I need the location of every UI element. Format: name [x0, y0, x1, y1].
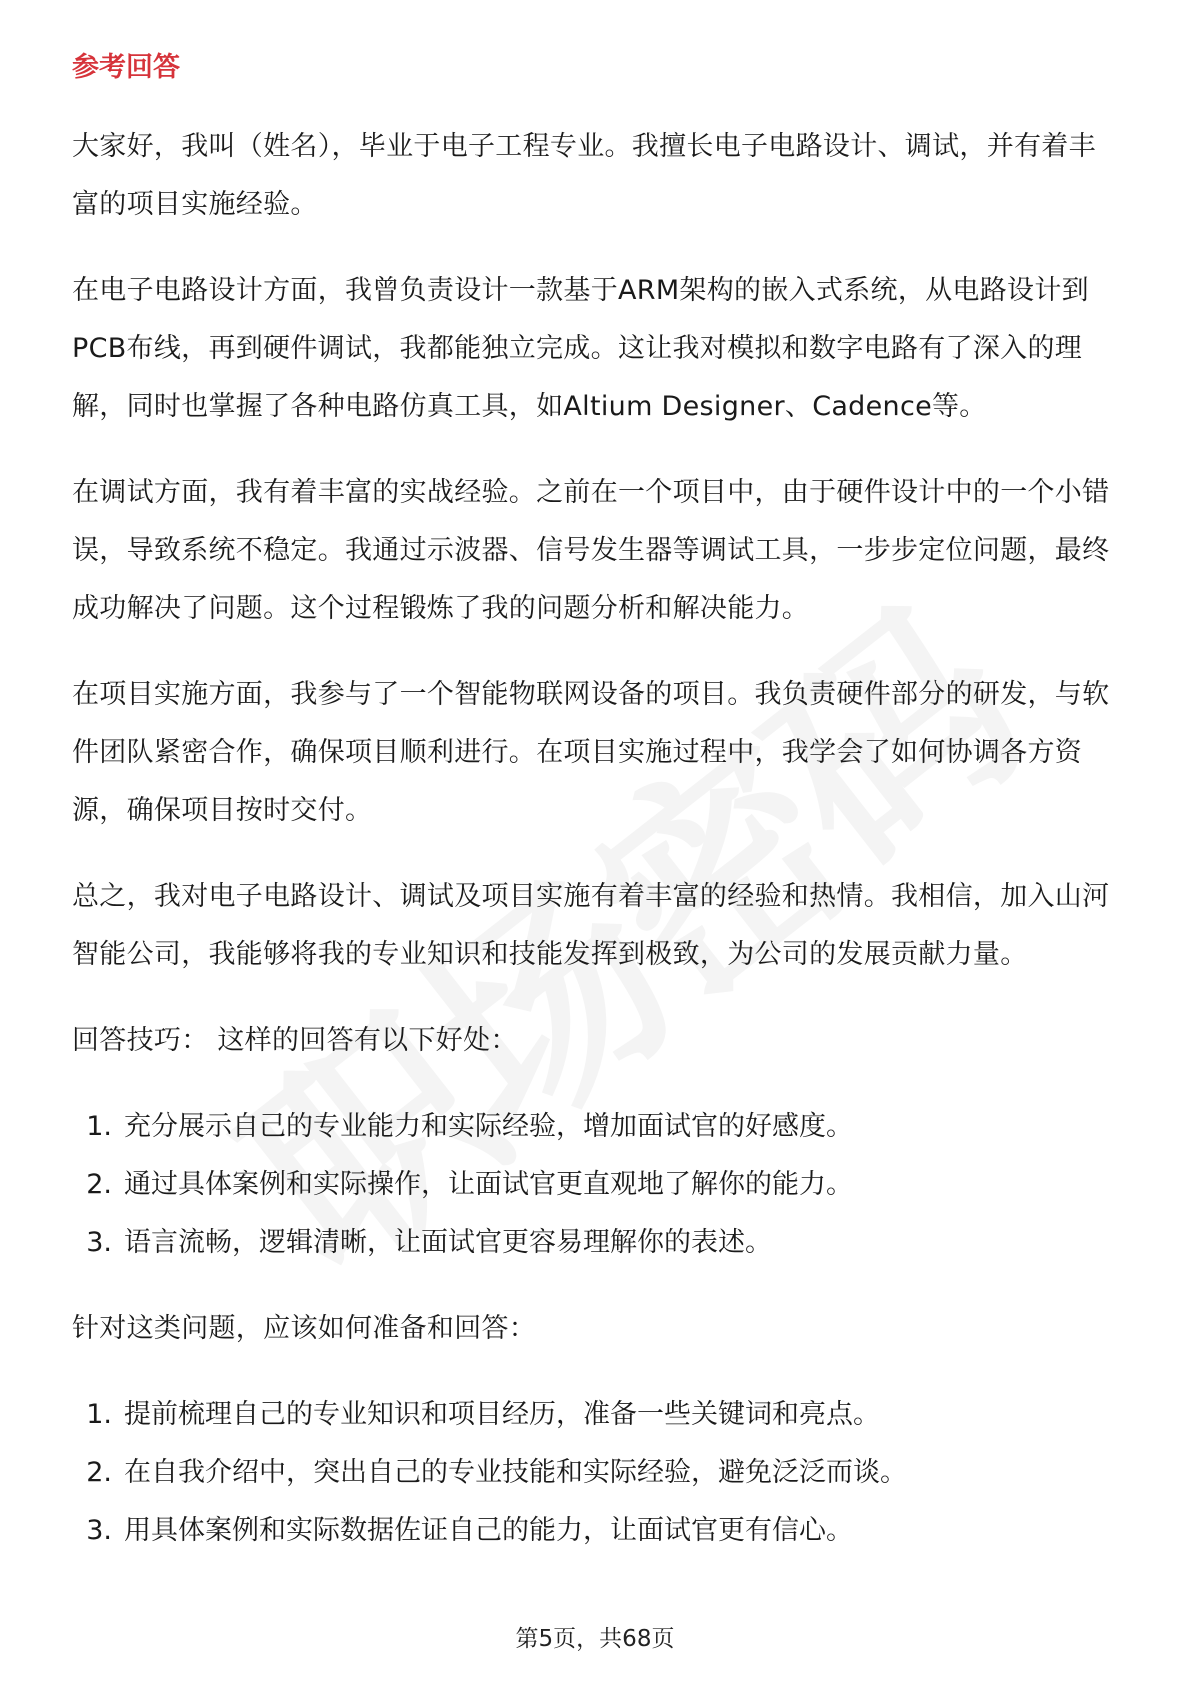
- list-item: [72, 1444, 1122, 1502]
- list-text: 通过具体案例和实际操作，让面试官更直观地了解你的能力。: [124, 1169, 853, 1200]
- list-number: 3.: [86, 1515, 112, 1546]
- paragraph-circuit-design: 在电子电路设计方面，我曾负责设计一款基于ARM架构的嵌入式系统，从电路设计到PCB布线，再到硬件调试，我都能独立完成。这让我对模拟和数字电路有了深入的理解，同时也掌握了各种电路仿真工具，如Altium Designer、Cadence等。: [72, 275, 1089, 422]
- document-body: [72, 48, 1122, 1588]
- list-number: 1.: [86, 1399, 112, 1430]
- list-number: 2.: [86, 1457, 112, 1488]
- list-number: 3.: [86, 1227, 112, 1258]
- page-number: 第5页，共68页: [515, 1626, 675, 1652]
- list-number: 2.: [86, 1169, 112, 1200]
- list-text: 提前梳理自己的专业知识和项目经历，准备一些关键词和亮点。: [124, 1399, 880, 1430]
- list-item: [72, 1098, 1122, 1156]
- prep-list: [72, 1386, 1122, 1560]
- paragraph-summary: 总之，我对电子电路设计、调试及项目实施有着丰富的经验和热情。我相信，加入山河智能公司，我能够将我的专业知识和技能发挥到极致，为公司的发展贡献力量。: [72, 881, 1110, 970]
- section-heading: 参考回答: [72, 52, 180, 83]
- tips-list: [72, 1098, 1122, 1272]
- list-item: [72, 1502, 1122, 1560]
- list-text: 在自我介绍中，突出自己的专业技能和实际经验，避免泛泛而谈。: [124, 1457, 907, 1488]
- list-number: 1.: [86, 1111, 112, 1142]
- list-item: [72, 1156, 1122, 1214]
- list-text: 用具体案例和实际数据佐证自己的能力，让面试官更有信心。: [124, 1515, 853, 1546]
- list-text: 语言流畅，逻辑清晰，让面试官更容易理解你的表述。: [124, 1227, 772, 1258]
- list-text: 充分展示自己的专业能力和实际经验，增加面试官的好感度。: [124, 1111, 853, 1142]
- prep-intro: 针对这类问题，应该如何准备和回答：: [72, 1313, 537, 1344]
- tips-intro: 回答技巧： 这样的回答有以下好处：: [72, 1025, 518, 1056]
- list-item: [72, 1214, 1122, 1272]
- paragraph-project: 在项目实施方面，我参与了一个智能物联网设备的项目。我负责硬件部分的研发，与软件团队紧密合作，确保项目顺利进行。在项目实施过程中，我学会了如何协调各方资源，确保项目按时交付。: [72, 679, 1110, 826]
- paragraph-debugging: 在调试方面，我有着丰富的实战经验。之前在一个项目中，由于硬件设计中的一个小错误，导致系统不稳定。我通过示波器、信号发生器等调试工具，一步步定位问题，最终成功解决了问题。这个过程锻炼了我的问题分析和解决能力。: [72, 477, 1110, 624]
- paragraph-intro: 大家好，我叫（姓名），毕业于电子工程专业。我擅长电子电路设计、调试，并有着丰富的项目实施经验。: [72, 131, 1096, 220]
- list-item: [72, 1386, 1122, 1444]
